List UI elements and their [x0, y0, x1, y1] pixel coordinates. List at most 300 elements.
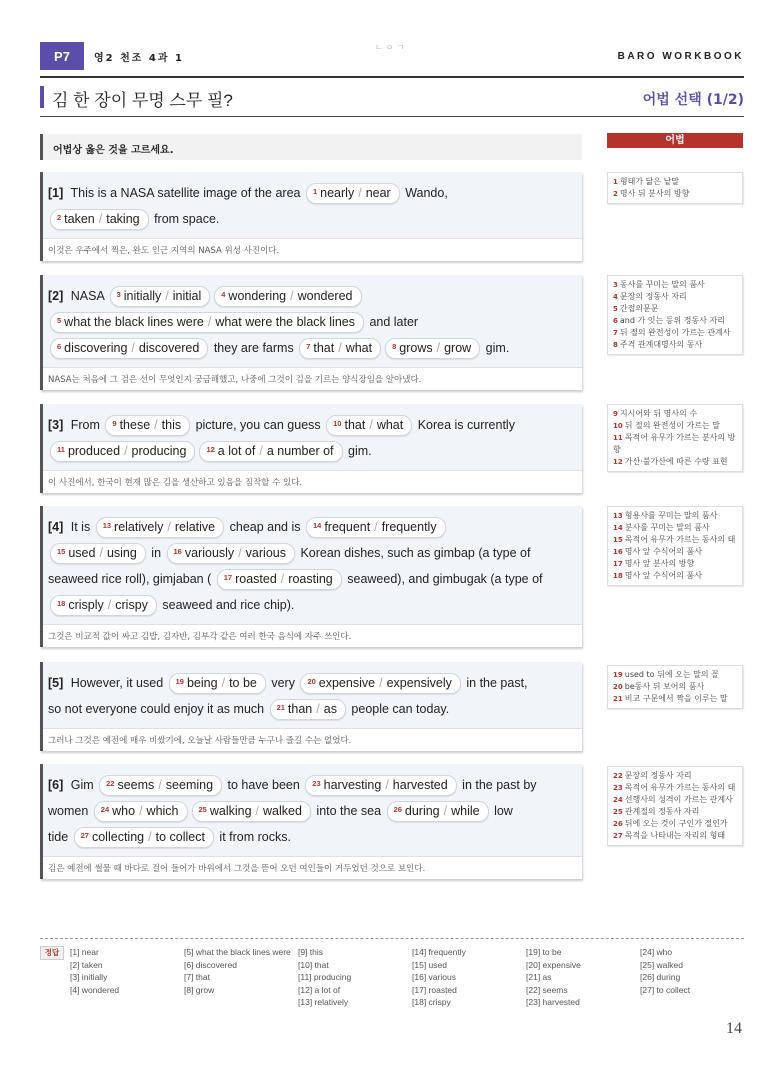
- choice-20[interactable]: [300, 673, 460, 694]
- grammar-note-text: 명사 앞 수식어의 품사: [624, 571, 702, 580]
- answer-item: [18] crispy: [412, 997, 451, 1007]
- page-header: [40, 42, 744, 72]
- sentence-text: into the sea: [312, 804, 385, 818]
- choice-number: 11: [57, 445, 65, 454]
- option-b[interactable]: this: [161, 418, 182, 432]
- sentence-text: gim.: [482, 341, 510, 355]
- grammar-note-number: 5: [613, 305, 618, 313]
- choice-number: 16: [173, 547, 182, 556]
- translation-text: 그것은 비교적 값이 싸고 김밥, 김자반, 김부각 같은 여러 한국 음식에 자주 쓰인다.: [43, 624, 582, 647]
- grammar-note-number: 1: [613, 178, 618, 186]
- grammar-note: [613, 315, 737, 327]
- question-box: [40, 764, 582, 879]
- grammar-note-text: be동사 뒤 보어의 품사: [624, 682, 705, 691]
- option-a[interactable]: expensive: [318, 676, 376, 690]
- choice-22[interactable]: [99, 775, 222, 796]
- page-title: 김 한 장이 무명 스무 필?: [52, 91, 233, 110]
- choice-number: 4: [221, 290, 226, 299]
- grammar-note-number: 21: [613, 695, 623, 703]
- grammar-note-text: used to 뒤에 오는 말의 꼴: [624, 670, 719, 679]
- sentence-text: to have been: [224, 778, 304, 792]
- sentence-text: Korea is currently: [414, 418, 515, 432]
- question-box: [40, 172, 582, 261]
- answer-item: [9] this: [298, 947, 324, 957]
- option-b[interactable]: walked: [263, 804, 302, 818]
- page-number: 14: [726, 1020, 742, 1037]
- grammar-note: [613, 830, 737, 842]
- option-b[interactable]: using: [106, 546, 137, 560]
- sentence-text: seaweed rice roll), gimjaban (: [48, 572, 215, 586]
- question-text: [43, 172, 582, 238]
- option-a[interactable]: frequent: [324, 520, 371, 534]
- option-separator: /: [167, 520, 171, 534]
- choice-number: 3: [116, 290, 121, 299]
- grammar-note-text: 관계절의 정동사 자리: [624, 807, 700, 816]
- grammar-note-text: 간접의문문: [619, 304, 659, 313]
- grammar-note: [613, 782, 737, 794]
- choice-25[interactable]: [192, 801, 311, 822]
- grammar-note-text: 뒤 절의 완전성이 가르는 말: [624, 421, 720, 430]
- grammar-note: [613, 534, 737, 546]
- question-number: [4]: [48, 520, 64, 534]
- grammar-note: [613, 794, 737, 806]
- option-separator: /: [374, 520, 378, 534]
- grammar-note-text: 뒤에 오는 것이 구인가 절인가: [624, 819, 728, 828]
- answer-item: [27] to collect: [640, 984, 691, 995]
- option-separator: /: [436, 341, 441, 355]
- option-b[interactable]: to collect: [155, 830, 205, 844]
- option-separator: /: [98, 212, 103, 226]
- option-a[interactable]: produced: [67, 444, 121, 458]
- header-divider: [40, 76, 744, 78]
- question-box: [40, 404, 582, 493]
- grammar-note-number: 26: [613, 820, 623, 828]
- sentence-text: This is a NASA satellite image of the area: [67, 186, 304, 200]
- grammar-note: [613, 770, 737, 782]
- option-separator: /: [358, 186, 362, 200]
- grammar-note-number: 2: [613, 190, 618, 198]
- sentence-text: women: [48, 804, 92, 818]
- choice-10[interactable]: [326, 415, 412, 436]
- option-b[interactable]: seeming: [165, 778, 214, 792]
- answer-item: [24] who: [640, 947, 673, 957]
- option-b[interactable]: harvested: [392, 778, 448, 792]
- title-divider: [40, 116, 744, 117]
- question-text: [43, 404, 582, 470]
- option-separator: /: [369, 418, 373, 432]
- option-a[interactable]: seems: [117, 778, 155, 792]
- grammar-note: [613, 291, 737, 303]
- choice-12[interactable]: [199, 441, 342, 462]
- option-b[interactable]: producing: [131, 444, 187, 458]
- choice-number: 14: [312, 521, 322, 530]
- choice-18[interactable]: [50, 595, 157, 616]
- choice-number: 8: [392, 342, 397, 351]
- option-separator: /: [221, 676, 226, 690]
- sentence-text: picture, you can guess: [192, 418, 325, 432]
- grammar-note: [613, 188, 737, 200]
- grammar-note-box: [607, 404, 743, 472]
- grammar-note-text: 분사를 꾸미는 말의 품사: [624, 523, 710, 532]
- option-separator: /: [255, 804, 260, 818]
- title-accent-bar: [40, 86, 44, 108]
- grammar-note-text: 목적어 유무가 가르는 동사의 태: [624, 535, 736, 544]
- choice-number: 6: [57, 342, 62, 351]
- option-b[interactable]: initial: [172, 289, 202, 303]
- grammar-note-number: 12: [613, 458, 623, 466]
- answer-item: [3] initially: [70, 972, 108, 982]
- grammar-note: [613, 558, 737, 570]
- grammar-note-text: 뒤 절의 완전성이 가르는 관계사: [619, 328, 731, 337]
- sentence-text: Gim: [67, 778, 98, 792]
- grammar-note-number: 27: [613, 832, 623, 840]
- answer-item: [19] to be: [526, 947, 562, 957]
- option-b[interactable]: while: [451, 804, 480, 818]
- option-b[interactable]: various: [245, 546, 286, 560]
- grammar-note-number: 11: [613, 434, 623, 442]
- choice-26[interactable]: [387, 801, 489, 822]
- option-a[interactable]: relatively: [114, 520, 164, 534]
- grammar-note-text: 명사 앞 수식어의 품사: [624, 547, 702, 556]
- grammar-note: [613, 546, 737, 558]
- answer-column: [640, 946, 748, 996]
- option-b[interactable]: to be: [229, 676, 257, 690]
- choice-number: 22: [106, 779, 115, 788]
- question-number: [3]: [48, 418, 64, 432]
- question-number: [1]: [48, 186, 64, 200]
- answer-item: [7] that: [184, 972, 210, 982]
- choice-15[interactable]: [50, 543, 146, 564]
- question-box: [40, 275, 582, 390]
- grammar-note-number: 20: [613, 683, 623, 691]
- grammar-note-text: 명사 앞 분사의 방향: [624, 559, 695, 568]
- choice-27[interactable]: [74, 827, 214, 848]
- grammar-note: [613, 432, 737, 456]
- grammar-note-box: [607, 766, 743, 846]
- translation-text: NASA는 처음에 그 검은 선이 무엇인지 궁금해했고, 나중에 그것이 김을 기르는 양식장임을 알아냈다.: [43, 367, 582, 390]
- option-a[interactable]: that: [313, 341, 335, 355]
- grammar-note: [613, 818, 737, 830]
- brand-label: BARO WORKBOOK: [617, 51, 744, 62]
- grammar-note-text: 비교 구문에서 짝을 이루는 말: [624, 694, 728, 703]
- grammar-note-text: 가산·불가산에 따른 수량 표현: [624, 457, 728, 466]
- answer-item: [22] seems: [526, 984, 568, 995]
- option-separator: /: [280, 572, 285, 586]
- grammar-note-box: [607, 665, 743, 709]
- option-b[interactable]: expensively: [386, 676, 452, 690]
- option-a[interactable]: discovering: [64, 341, 128, 355]
- answer-item: [11] producing: [298, 972, 352, 982]
- answer-item: [21] as: [526, 972, 552, 982]
- option-b[interactable]: as: [323, 702, 337, 716]
- option-separator: /: [207, 315, 212, 329]
- sentence-text: gim.: [344, 444, 372, 458]
- answer-item: [12] a lot of: [298, 984, 341, 995]
- sentence-text: tide: [48, 830, 72, 844]
- option-a[interactable]: taken: [64, 212, 95, 226]
- choice-9[interactable]: [105, 415, 190, 436]
- choice-19[interactable]: [169, 673, 266, 694]
- answer-item: [8] grow: [184, 984, 215, 995]
- option-separator: /: [290, 289, 294, 303]
- question-text: [43, 764, 582, 856]
- option-a[interactable]: grows: [399, 341, 433, 355]
- grammar-note-text: and 가 잇는 등위 정동사 자리: [619, 316, 725, 325]
- grammar-note-number: 6: [613, 317, 618, 325]
- sentence-text: Korean dishes, such as gimbap (a type of: [296, 546, 531, 560]
- answer-item: [2] taken: [70, 959, 103, 970]
- sentence-text: seaweed), and gimbugak (a type of: [343, 572, 543, 586]
- grammar-note-number: 13: [613, 512, 623, 520]
- choice-8[interactable]: [385, 338, 480, 359]
- grammar-header: 어법: [607, 133, 743, 148]
- option-separator: /: [316, 702, 320, 716]
- answer-item: [23] harvested: [526, 997, 580, 1007]
- answer-item: [17] roasted: [412, 984, 457, 995]
- grammar-note-text: 지시어와 뒤 명사의 수: [619, 409, 698, 418]
- option-b[interactable]: what: [345, 341, 373, 355]
- choice-number: 27: [80, 831, 89, 840]
- grammar-note-number: 9: [613, 410, 618, 418]
- grammar-note-number: 8: [613, 341, 618, 349]
- question-box: [40, 506, 582, 647]
- option-a[interactable]: that: [344, 418, 366, 432]
- choice-21[interactable]: [270, 699, 346, 720]
- translation-text: 그러나 그것은 예전에 매우 비쌌기에, 오늘날 사람들만큼 누구나 즐길 수는 없었다.: [43, 728, 582, 751]
- sentence-text: It is: [67, 520, 94, 534]
- grammar-note-number: 15: [613, 536, 623, 544]
- question-number: [6]: [48, 778, 64, 792]
- grammar-note-number: 19: [613, 671, 623, 679]
- choice-5[interactable]: [50, 312, 364, 333]
- choice-14[interactable]: [306, 517, 446, 538]
- sentence-text: seaweed and rice chip).: [158, 598, 295, 612]
- sentence-text: from space.: [150, 212, 220, 226]
- choice-number: 21: [276, 703, 285, 712]
- option-separator: /: [139, 804, 143, 818]
- choice-24[interactable]: [94, 801, 188, 822]
- option-b[interactable]: near: [365, 186, 391, 200]
- grammar-note-text: 목적어 유무가 가르는 동사의 태: [624, 783, 736, 792]
- option-separator: /: [107, 598, 112, 612]
- sentence-text: From: [67, 418, 104, 432]
- sentence-text: low: [490, 804, 513, 818]
- choice-number: 20: [307, 677, 316, 686]
- sentence-text: in the past by: [458, 778, 537, 792]
- answer-item: [5] what the black lines were: [184, 947, 291, 957]
- sentence-text: very: [267, 676, 299, 690]
- grammar-note-text: 문장의 정동사 자리: [619, 292, 687, 301]
- choice-4[interactable]: [214, 286, 361, 307]
- answer-item: [16] various: [412, 972, 456, 982]
- answer-item: [1] near: [70, 947, 99, 957]
- grammar-note: [613, 279, 737, 291]
- question-box: [40, 662, 582, 751]
- option-b[interactable]: what were the black lines: [215, 315, 355, 329]
- grammar-note: [613, 327, 737, 339]
- grammar-note: [613, 510, 737, 522]
- choice-number: 15: [57, 547, 66, 556]
- option-b[interactable]: what: [376, 418, 404, 432]
- answer-item: [14] frequently: [412, 947, 466, 957]
- option-a[interactable]: during: [404, 804, 440, 818]
- option-a[interactable]: wondering: [228, 289, 287, 303]
- question-number: [5]: [48, 676, 64, 690]
- grammar-note-box: [607, 506, 743, 586]
- choice-number: 25: [198, 805, 207, 814]
- choice-number: 23: [312, 779, 321, 788]
- sentence-text: cheap and is: [226, 520, 304, 534]
- instruction-box: [40, 134, 582, 160]
- question-text: [43, 506, 582, 624]
- grammar-note-number: 24: [613, 796, 623, 804]
- option-a[interactable]: collecting: [91, 830, 145, 844]
- grammar-note-number: 10: [613, 422, 623, 430]
- choice-number: 10: [333, 419, 342, 428]
- option-separator: /: [154, 418, 158, 432]
- answer-item: [10] that: [298, 959, 329, 970]
- grammar-note: [613, 339, 737, 351]
- answer-item: [25] walked: [640, 959, 683, 970]
- choice-17[interactable]: [217, 569, 342, 590]
- option-b[interactable]: relative: [174, 520, 216, 534]
- choice-number: 5: [57, 316, 62, 325]
- option-a[interactable]: nearly: [320, 186, 355, 200]
- answer-item: [13] relatively: [298, 997, 349, 1007]
- choice-2[interactable]: [50, 209, 149, 230]
- grammar-note-text: 주격 관계대명사의 동사: [619, 340, 703, 349]
- option-b[interactable]: roasting: [288, 572, 333, 586]
- option-a[interactable]: crisply: [68, 598, 104, 612]
- grammar-note-number: 4: [613, 293, 618, 301]
- grammar-note-text: 선행사의 성격이 가르는 관계사: [624, 795, 733, 804]
- option-a[interactable]: roasted: [235, 572, 277, 586]
- choice-number: 26: [393, 805, 402, 814]
- option-separator: /: [259, 444, 263, 458]
- grammar-note-box: [607, 275, 743, 355]
- grammar-note-text: 형용사를 꾸미는 말의 품사: [624, 511, 718, 520]
- grammar-note-number: 18: [613, 572, 623, 580]
- translation-text: 이 사진에서, 한국이 현재 많은 김을 생산하고 있음을 짐작할 수 있다.: [43, 470, 582, 493]
- course-label: 영2 천조 4과 1: [94, 53, 184, 64]
- choice-1[interactable]: [306, 183, 400, 204]
- sentence-text: in: [147, 546, 165, 560]
- option-b[interactable]: a number of: [266, 444, 334, 458]
- grammar-note: [613, 176, 737, 188]
- option-separator: /: [131, 341, 135, 355]
- option-separator: /: [148, 830, 152, 844]
- choice-6[interactable]: [50, 338, 208, 359]
- answer-item: [20] expensive: [526, 959, 581, 970]
- choice-23[interactable]: [305, 775, 456, 796]
- page-subtitle: 어법 선택 (1/2): [642, 92, 744, 108]
- choice-number: 2: [57, 213, 62, 222]
- grammar-note-box: [607, 172, 743, 204]
- option-a[interactable]: than: [287, 702, 313, 716]
- choice-number: 13: [102, 521, 112, 530]
- option-separator: /: [385, 778, 389, 792]
- option-a[interactable]: initially: [123, 289, 162, 303]
- sentence-text: NASA: [67, 289, 108, 303]
- option-a[interactable]: a lot of: [217, 444, 256, 458]
- grammar-note-number: 3: [613, 281, 618, 289]
- grammar-note-number: 7: [613, 329, 618, 337]
- option-separator: /: [158, 778, 162, 792]
- choice-number: 7: [306, 342, 311, 351]
- option-separator: /: [165, 289, 169, 303]
- grammar-note: [613, 681, 737, 693]
- sentence-text: people can today.: [347, 702, 450, 716]
- option-a[interactable]: these: [119, 418, 151, 432]
- option-a[interactable]: used: [68, 546, 96, 560]
- answer-column: [298, 946, 406, 1009]
- option-b[interactable]: frequently: [381, 520, 437, 534]
- option-a[interactable]: walking: [209, 804, 252, 818]
- grammar-note: [613, 522, 737, 534]
- sentence-text: they are farms: [210, 341, 298, 355]
- choice-number: 18: [57, 599, 66, 608]
- grammar-note-number: 17: [613, 560, 623, 568]
- option-a[interactable]: harvesting: [323, 778, 382, 792]
- answer-label: 정답: [40, 946, 64, 960]
- grammar-note-text: 형태가 닮은 낱말: [619, 177, 680, 186]
- choice-number: 9: [112, 419, 117, 428]
- grammar-note: [613, 693, 737, 705]
- choice-16[interactable]: [167, 543, 295, 564]
- grammar-note-number: 22: [613, 772, 623, 780]
- sentence-text: in the past,: [462, 676, 528, 690]
- option-b[interactable]: taking: [106, 212, 140, 226]
- answer-column: [70, 946, 178, 996]
- grammar-note-number: 16: [613, 548, 623, 556]
- option-b[interactable]: which: [146, 804, 179, 818]
- choice-number: 24: [100, 805, 110, 814]
- grammar-note-text: 명사 뒤 분사의 방향: [619, 189, 690, 198]
- option-a[interactable]: what the black lines were: [64, 315, 204, 329]
- option-a[interactable]: who: [112, 804, 136, 818]
- option-a[interactable]: being: [186, 676, 218, 690]
- sentence-text: it from rocks.: [215, 830, 291, 844]
- grammar-note: [613, 669, 737, 681]
- grammar-note-text: 동사를 꾸미는 말의 품사: [619, 280, 705, 289]
- page-badge: P7: [40, 42, 84, 70]
- choice-13[interactable]: [96, 517, 224, 538]
- question-text: [43, 662, 582, 728]
- stamp-mark: ㄴㅇㄱ: [375, 43, 408, 52]
- translation-text: 이것은 우주에서 찍은, 완도 인근 지역의 NASA 위성 사진이다.: [43, 238, 582, 261]
- choice-3[interactable]: [110, 286, 211, 307]
- sentence-text: so not everyone could enjoy it as much: [48, 702, 268, 716]
- grammar-note-text: 목적을 나타내는 자리의 형태: [624, 831, 726, 840]
- choice-7[interactable]: [299, 338, 381, 359]
- grammar-note: [613, 420, 737, 432]
- option-a[interactable]: variously: [184, 546, 235, 560]
- option-b[interactable]: wondered: [297, 289, 353, 303]
- option-b[interactable]: grow: [444, 341, 472, 355]
- option-b[interactable]: crispy: [115, 598, 148, 612]
- grammar-note-number: 23: [613, 784, 623, 792]
- answer-item: [6] discovered: [184, 959, 237, 970]
- choice-number: 19: [175, 677, 184, 686]
- option-separator: /: [338, 341, 342, 355]
- option-b[interactable]: discovered: [138, 341, 200, 355]
- option-separator: /: [124, 444, 128, 458]
- instruction-text: 어법상 옳은 것을 고르세요.: [53, 145, 174, 156]
- grammar-note: [613, 408, 737, 420]
- grammar-note-text: 목적어 유무가 가르는 분사의 방향: [613, 433, 736, 454]
- choice-11[interactable]: [50, 441, 195, 462]
- sentence-text: and later: [365, 315, 419, 329]
